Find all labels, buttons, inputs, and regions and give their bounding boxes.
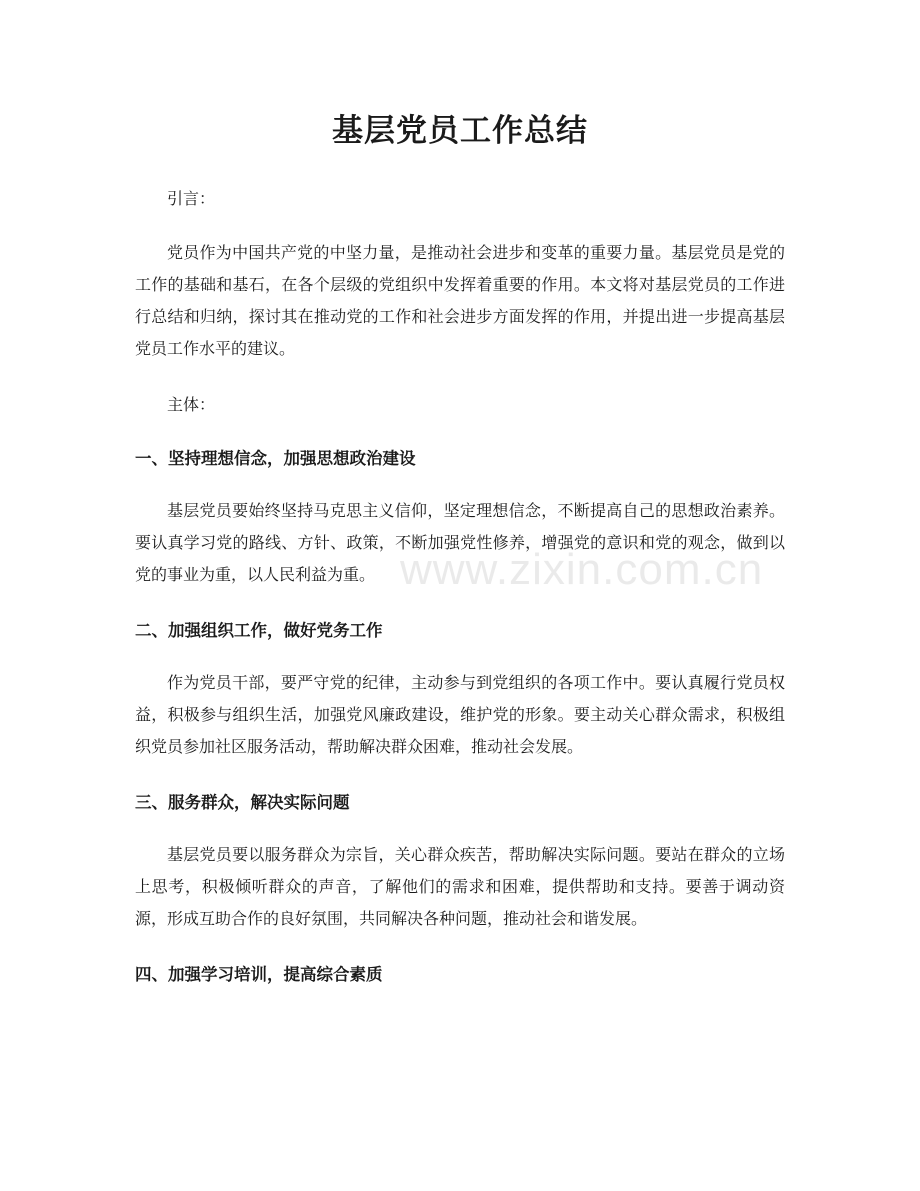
section-heading-4: 四、加强学习培训，提高综合素质	[135, 965, 383, 984]
intro-paragraph: 党员作为中国共产党的中坚力量，是推动社会进步和变革的重要力量。基层党员是党的工作的基础和基石，在各个层级的党组织中发挥着重要的作用。本文将对基层党员的工作进行总结和归纳，探讨其在推动党的工作和社会进步方面发挥的作用，并提出进一步提高基层党员工作水平的建议。	[135, 243, 785, 358]
section-paragraph-3: 基层党员要以服务群众为宗旨，关心群众疾苦，帮助解决实际问题。要站在群众的立场上思考，积极倾听群众的声音，了解他们的需求和困难，提供帮助和支持。要善于调动资源，形成互助合作的良好氛围，共同解决各种问题，推动社会和谐发展。	[135, 845, 785, 928]
document-title: 基层党员工作总结	[332, 113, 588, 149]
watermark: www.zixin.com.cn	[400, 545, 764, 594]
section-heading-2: 二、加强组织工作，做好党务工作	[135, 621, 383, 640]
body-label: 主体：	[167, 395, 216, 414]
intro-label: 引言：	[167, 189, 216, 208]
section-paragraph-1: 基层党员要始终坚持马克思主义信仰，坚定理想信念，不断提高自己的思想政治素养。要认真学习党的路线、方针、政策，不断加强党性修养，增强党的意识和党的观念，做到以党的事业为重，以人民利益为重。	[135, 501, 785, 584]
section-heading-3: 三、服务群众，解决实际问题	[135, 793, 350, 812]
document-body	[135, 183, 785, 1011]
section-heading-1: 一、坚持理想信念，加强思想政治建设	[135, 449, 416, 468]
section-paragraph-2: 作为党员干部，要严守党的纪律，主动参与到党组织的各项工作中。要认真履行党员权益，积极参与组织生活，加强党风廉政建设，维护党的形象。要主动关心群众需求，积极组织党员参加社区服务活动，帮助解决群众困难，推动社会发展。	[135, 673, 785, 756]
